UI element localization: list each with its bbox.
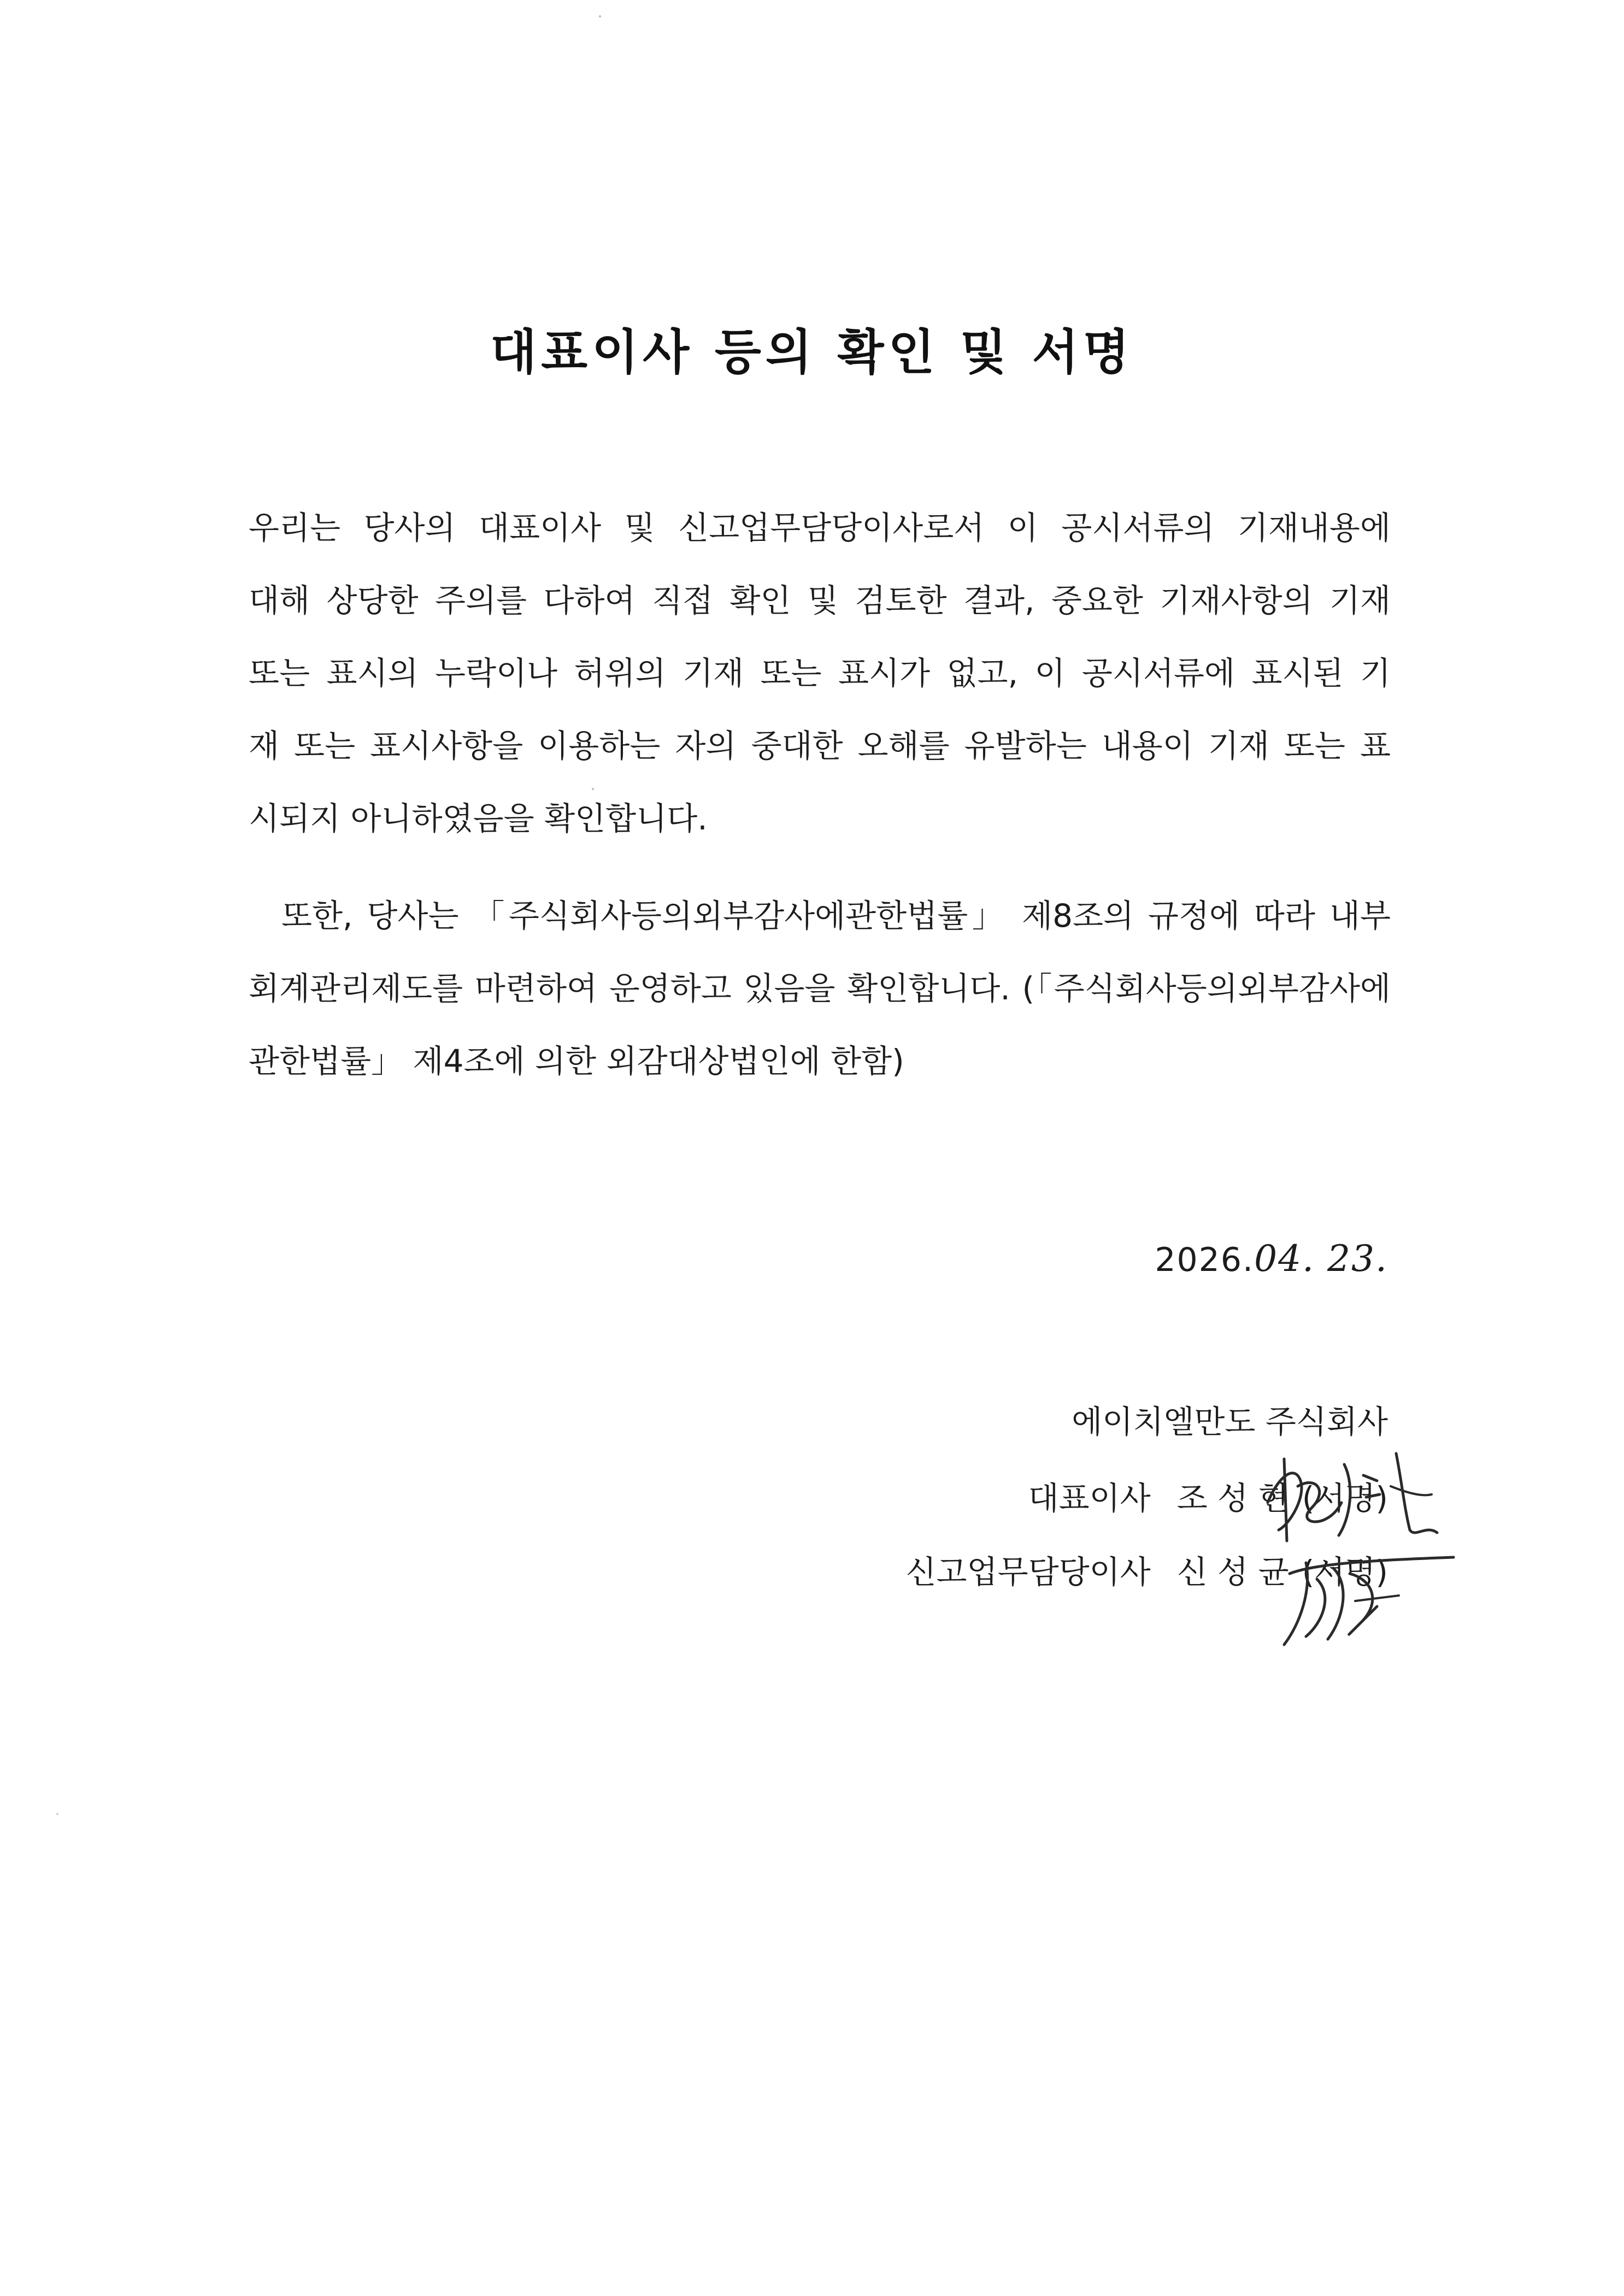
ceo-title: 대표이사 <box>1028 1480 1151 1517</box>
signing-date <box>1155 1238 1388 1280</box>
ceo-name: 조 성 현 <box>1176 1480 1289 1517</box>
officer-title: 신고업무담당이사 <box>905 1553 1151 1591</box>
company-name: 에이치엘만도 주식회사 <box>1072 1403 1388 1440</box>
paragraph-line: 대해 상당한 주의를 다하여 직접 확인 및 검토한 결과, 중요한 기재사항의 기재 <box>249 582 1391 619</box>
officer-name: 신 성 균 <box>1176 1553 1289 1591</box>
paragraph-line: 우리는 당사의 대표이사 및 신고업무담당이사로서 이 공시서류의 기재내용에 <box>249 509 1391 546</box>
paragraph-line: 재 또는 표시사항을 이용하는 자의 중대한 오해를 유발하는 내용이 기재 또는 표 <box>249 727 1391 764</box>
paragraph-line: 또한, 당사는 「주식회사등의외부감사에관한법률」 제8조의 규정에 따라 내부 <box>281 897 1391 934</box>
date-handwritten: 04. 23. <box>1254 1238 1388 1280</box>
internal-control-paragraph <box>249 880 1391 1098</box>
ceo-sign-label: (서명) <box>1302 1480 1388 1517</box>
officer-sign-label: (서명) <box>1302 1553 1388 1591</box>
paragraph-line: 회계관리제도를 마련하여 운영하고 있음을 확인합니다. (「주식회사등의외부감사에 <box>249 970 1391 1007</box>
scan-speck <box>599 15 601 17</box>
officer-signature-line <box>905 1546 1388 1592</box>
paragraph-line: 또는 표시의 누락이나 허위의 기재 또는 표시가 없고, 이 공시서류에 표시된 기 <box>249 655 1391 692</box>
paragraph-line: 관한법률」 제4조에 의한 외감대상법인에 한함) <box>249 1043 904 1080</box>
ceo-signature-line <box>1028 1473 1388 1518</box>
document-title: 대표이사 등의 확인 및 서명 <box>490 324 1134 380</box>
scan-speck <box>56 1813 58 1815</box>
paragraph-line: 시되지 아니하였음을 확인합니다. <box>249 800 708 837</box>
date-printed: 2026. <box>1155 1241 1255 1279</box>
confirmation-paragraph <box>249 492 1391 855</box>
